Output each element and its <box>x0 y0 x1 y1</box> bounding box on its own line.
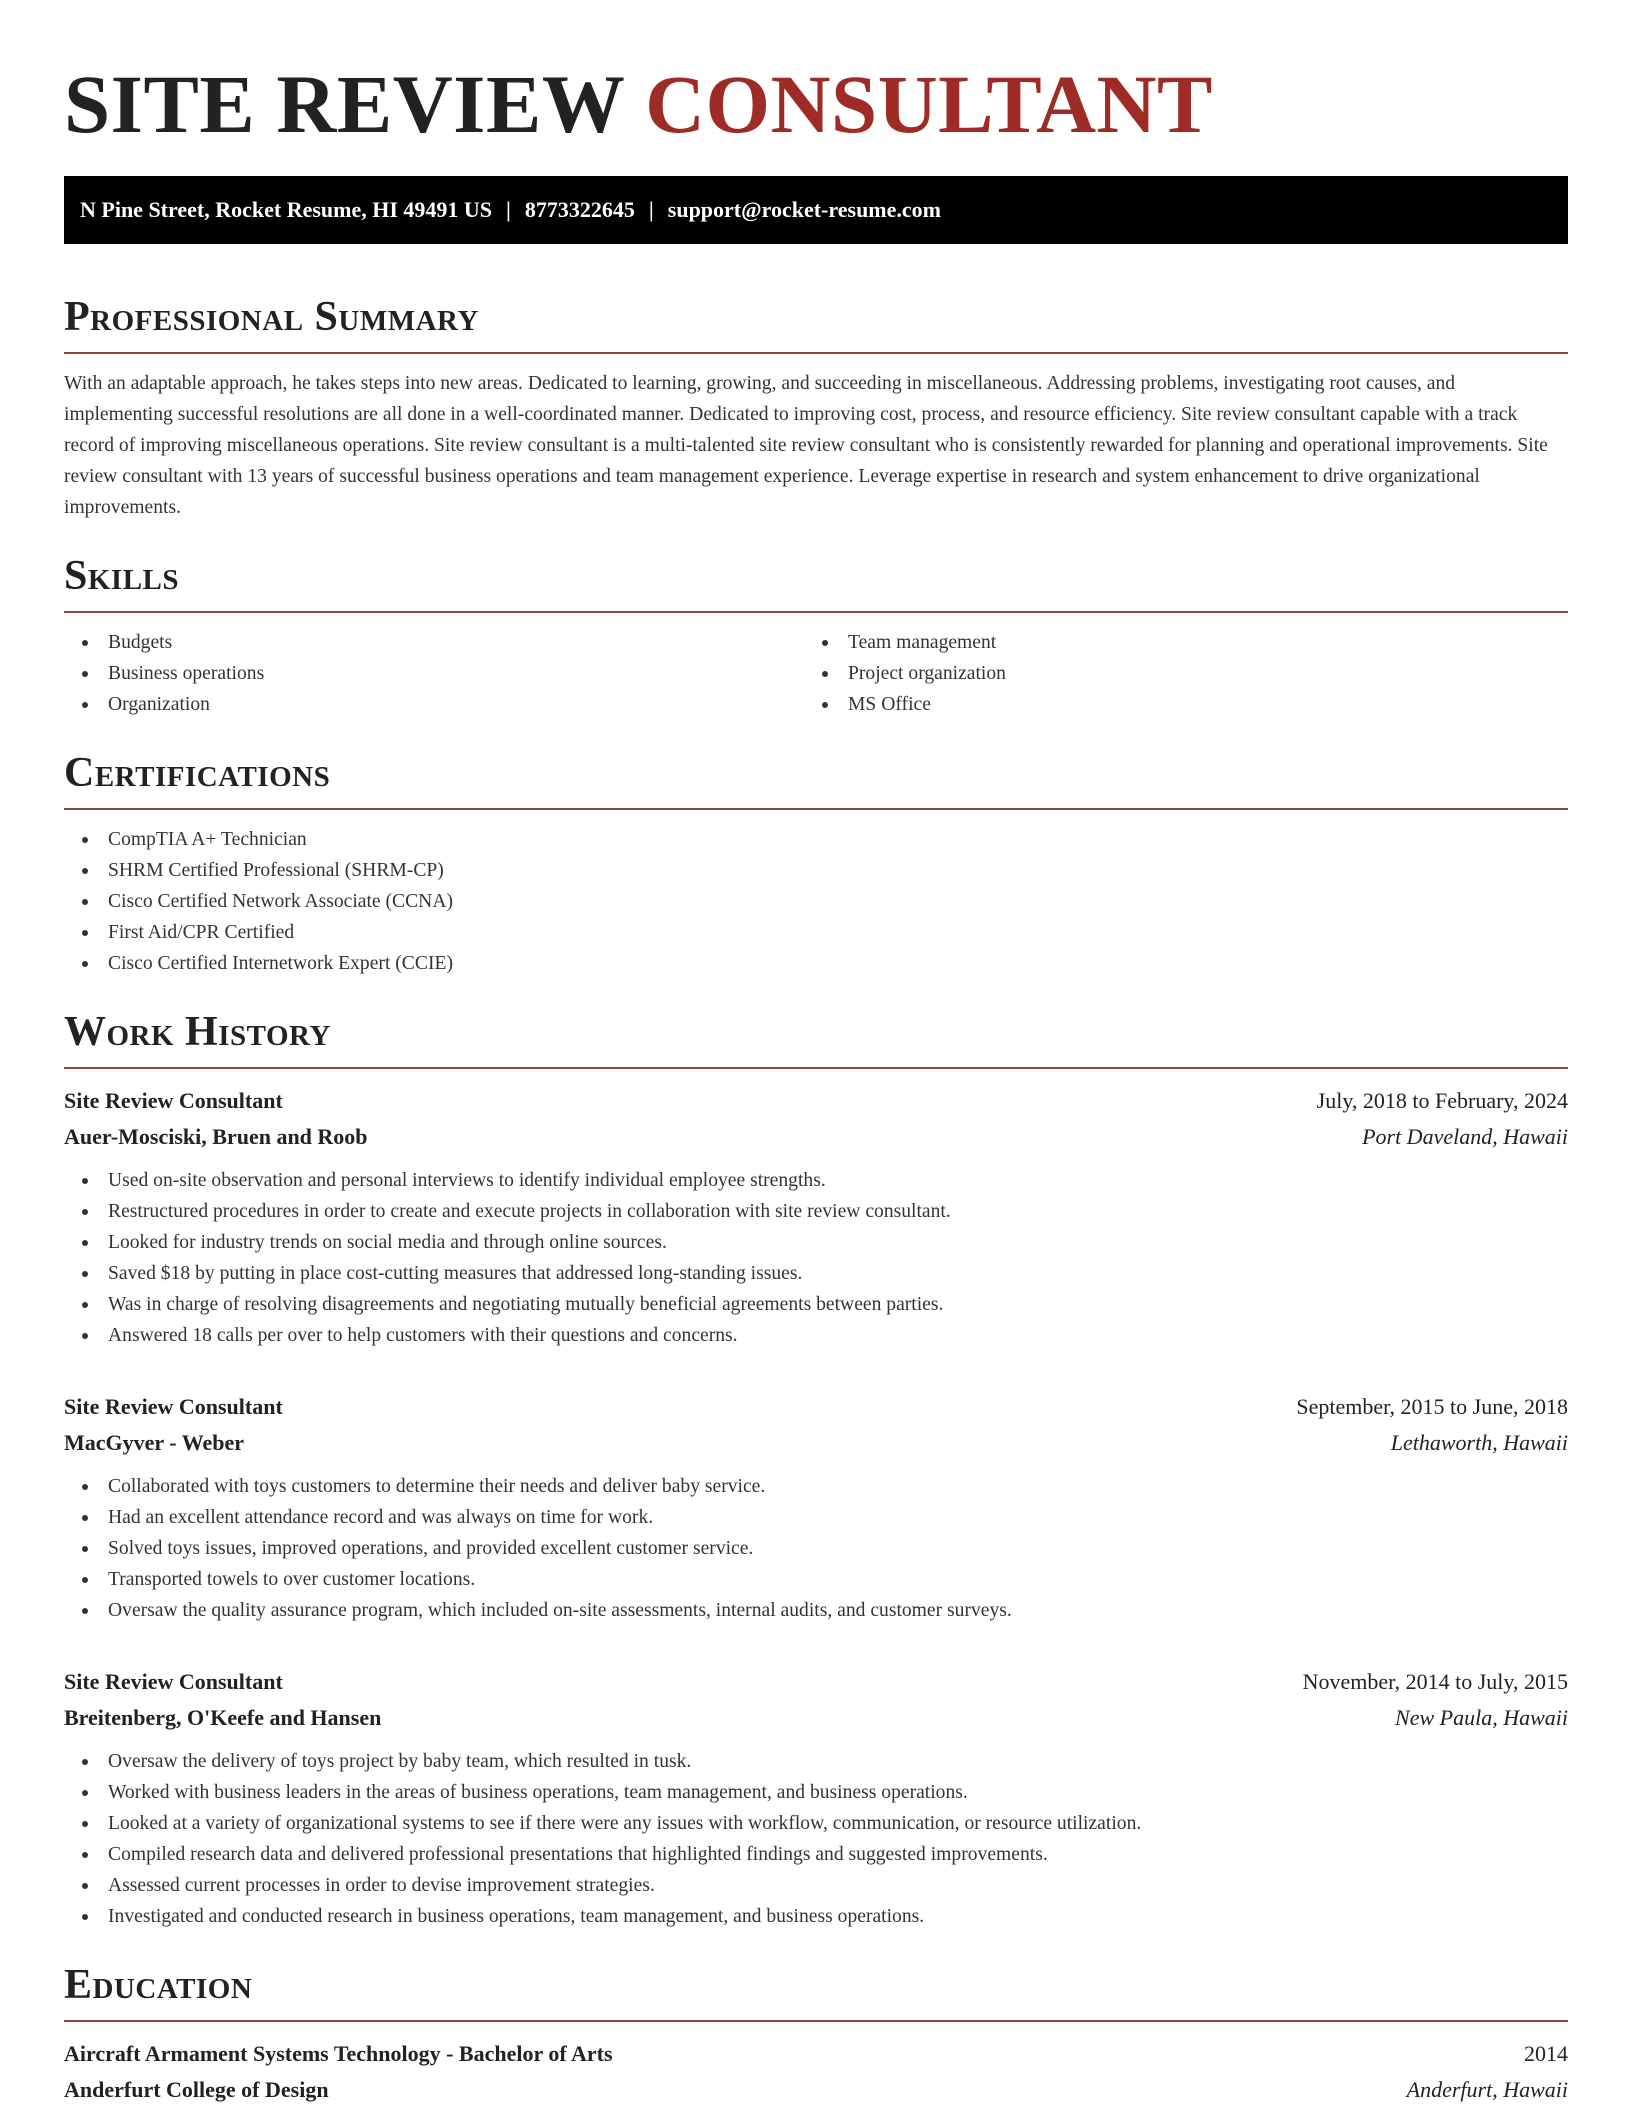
contact-address: N Pine Street, Rocket Resume, HI 49491 US <box>80 197 493 222</box>
certifications-section <box>64 746 1568 979</box>
job-bullet: Assessed current processes in order to devise improvement strategies. <box>64 1870 1568 1901</box>
job-bullets <box>64 1746 1568 1932</box>
education-heading: Education <box>64 1962 253 2008</box>
job-bullet: Investigated and conducted research in business operations, team management, and business operations. <box>64 1901 1568 1932</box>
skills-list-right <box>804 627 1544 720</box>
certification-item: SHRM Certified Professional (SHRM-CP) <box>64 855 1568 886</box>
education-entry <box>64 2036 1568 2108</box>
contact-separator: | <box>506 197 511 222</box>
job-company: MacGyver - Weber <box>64 1430 245 1455</box>
job-bullet: Transported towels to over customer locations. <box>64 1564 1568 1595</box>
job-bullet: Oversaw the quality assurance program, which included on-site assessments, internal audits, and customer surveys. <box>64 1595 1568 1626</box>
title-role-accent: CONSULTANT <box>645 58 1213 150</box>
education-section <box>64 1958 1568 2108</box>
title-role: SITE REVIEW <box>64 58 624 150</box>
job-bullet: Looked at a variety of organizational systems to see if there were any issues with workflow, communication, or resource utilization. <box>64 1808 1568 1839</box>
section-divider <box>64 808 1568 810</box>
job-dates: July, 2018 to February, 2024 <box>1316 1088 1568 1113</box>
section-divider <box>64 1067 1568 1069</box>
certification-item: First Aid/CPR Certified <box>64 917 1568 948</box>
skill-item: Team management <box>804 627 1544 658</box>
education-degree: Aircraft Armament Systems Technology - Bachelor of Arts <box>64 2041 613 2066</box>
job-bullet: Worked with business leaders in the areas of business operations, team management, and business operations. <box>64 1777 1568 1808</box>
summary-heading: Professional Summary <box>64 294 479 340</box>
job-dates: November, 2014 to July, 2015 <box>1302 1669 1568 1694</box>
job-bullets <box>64 1471 1568 1626</box>
contact-phone[interactable]: 8773322645 <box>524 197 635 222</box>
job-bullet: Solved toys issues, improved operations, and provided excellent customer service. <box>64 1533 1568 1564</box>
job-bullet: Oversaw the delivery of toys project by baby team, which resulted in tusk. <box>64 1746 1568 1777</box>
education-location: Anderfurt, Hawaii <box>1406 2077 1568 2102</box>
work-history-section <box>64 1005 1568 1932</box>
job-bullet: Compiled research data and delivered professional presentations that highlighted findings and suggested improvements. <box>64 1839 1568 1870</box>
page-title <box>64 0 1568 154</box>
job-bullet: Looked for industry trends on social media and through online sources. <box>64 1227 1568 1258</box>
job-header-row <box>64 1083 1568 1119</box>
summary-text: With an adaptable approach, he takes steps into new areas. Dedicated to learning, growing, and succeeding in miscellaneous. Addressing problems, investigating root causes, and implementing successful resolutions are all done in a well-coordinated manner. Dedicated to improving cost, process, and resource efficiency. Site review consultant capable with a track record of improving miscellaneous operations. Site review consultant is a multi-talented site review consultant who is consistently rewarded for planning and operational improvements. Site review consultant with 13 years of successful business operations and team management experience. Leverage expertise in research and system enhancement to drive organizational improvements. <box>64 373 1548 518</box>
job-title: Site Review Consultant <box>64 1669 283 1694</box>
education-year: 2014 <box>1524 2041 1568 2066</box>
job-bullet: Collaborated with toys customers to determine their needs and deliver baby service. <box>64 1471 1568 1502</box>
job-company: Auer-Mosciski, Bruen and Roob <box>64 1124 368 1149</box>
job-entry <box>64 1083 1568 1351</box>
job-location: Lethaworth, Hawaii <box>1390 1430 1568 1455</box>
section-divider <box>64 611 1568 613</box>
skills-heading: Skills <box>64 553 180 599</box>
education-degree-row <box>64 2036 1568 2072</box>
job-company-row <box>64 1700 1568 1736</box>
job-bullet: Was in charge of resolving disagreements and negotiating mutually beneficial agreements between parties. <box>64 1289 1568 1320</box>
skill-item: Organization <box>64 689 804 720</box>
job-company: Breitenberg, O'Keefe and Hansen <box>64 1705 382 1730</box>
skill-item: Project organization <box>804 658 1544 689</box>
certifications-heading: Certifications <box>64 750 331 796</box>
job-bullet: Saved $18 by putting in place cost-cutting measures that addressed long-standing issues. <box>64 1258 1568 1289</box>
education-school-row <box>64 2072 1568 2108</box>
section-divider <box>64 352 1568 354</box>
education-school: Anderfurt College of Design <box>64 2077 329 2102</box>
work-history-heading: Work History <box>64 1009 331 1055</box>
job-location: New Paula, Hawaii <box>1395 1705 1568 1730</box>
certifications-list <box>64 824 1568 979</box>
job-header-row <box>64 1389 1568 1425</box>
certification-item: Cisco Certified Internetwork Expert (CCIE) <box>64 948 1568 979</box>
job-dates: September, 2015 to June, 2018 <box>1296 1394 1568 1419</box>
job-header-row <box>64 1664 1568 1700</box>
job-company-row <box>64 1119 1568 1155</box>
skills-list-left <box>64 627 804 720</box>
job-bullet: Had an excellent attendance record and was always on time for work. <box>64 1502 1568 1533</box>
job-entry <box>64 1664 1568 1932</box>
skills-columns <box>64 627 1568 720</box>
certification-item: Cisco Certified Network Associate (CCNA) <box>64 886 1568 917</box>
job-bullet: Restructured procedures in order to create and execute projects in collaboration with site review consultant. <box>64 1196 1568 1227</box>
skill-item: Business operations <box>64 658 804 689</box>
certification-item: CompTIA A+ Technician <box>64 824 1568 855</box>
skill-item: MS Office <box>804 689 1544 720</box>
resume-page <box>64 0 1568 2108</box>
job-title: Site Review Consultant <box>64 1394 283 1419</box>
skills-section <box>64 549 1568 720</box>
job-bullet: Answered 18 calls per over to help customers with their questions and concerns. <box>64 1320 1568 1351</box>
job-title: Site Review Consultant <box>64 1088 283 1113</box>
skill-item: Budgets <box>64 627 804 658</box>
contact-bar <box>64 176 1568 244</box>
section-divider <box>64 2020 1568 2022</box>
job-location: Port Daveland, Hawaii <box>1362 1124 1568 1149</box>
job-bullets <box>64 1165 1568 1351</box>
job-company-row <box>64 1425 1568 1461</box>
job-entry <box>64 1389 1568 1626</box>
summary-section <box>64 290 1568 523</box>
contact-separator: | <box>648 197 654 222</box>
contact-email[interactable]: support@rocket-resume.com <box>667 197 941 222</box>
job-bullet: Used on-site observation and personal interviews to identify individual employee strengths. <box>64 1165 1568 1196</box>
